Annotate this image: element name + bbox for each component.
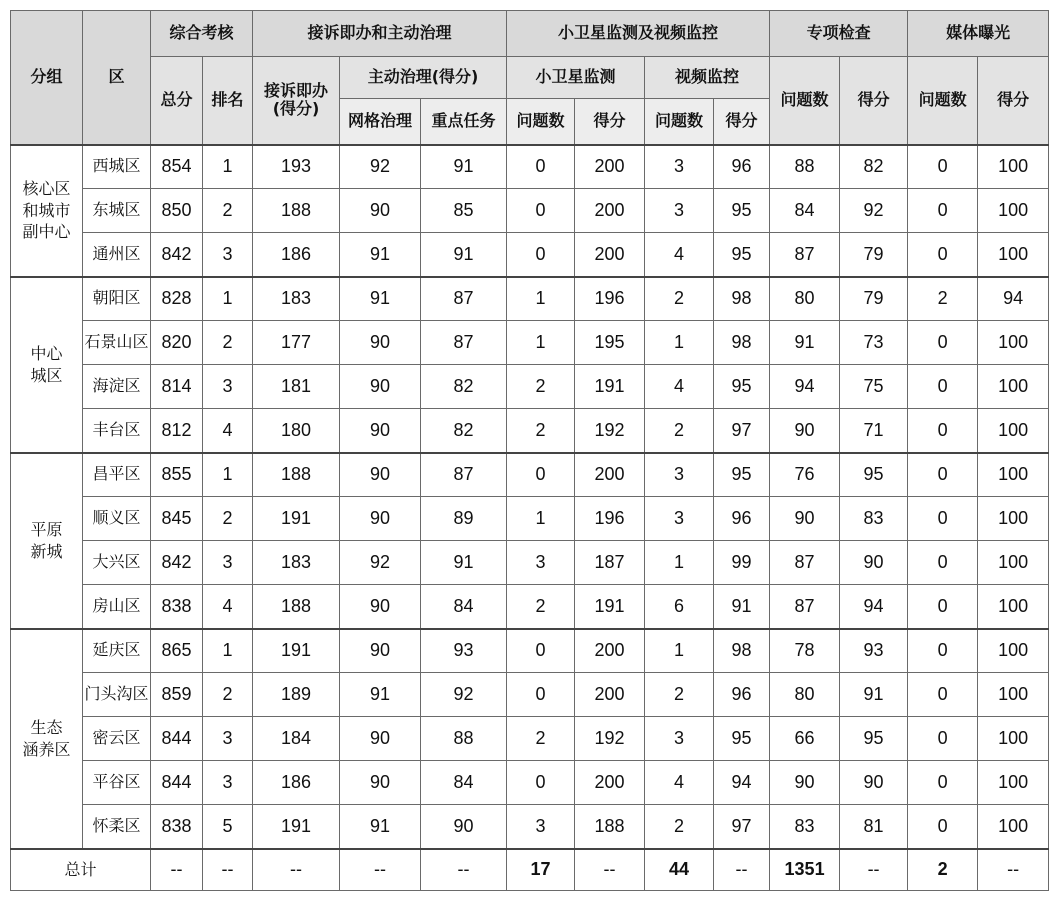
key-cell: 84 <box>421 761 507 805</box>
media-score-cell: 100 <box>978 761 1049 805</box>
district-cell: 大兴区 <box>83 541 151 585</box>
header-complaint-score-line1: 接诉即办 <box>264 80 329 100</box>
table-row <box>11 453 1049 497</box>
sat-score-cell: 192 <box>575 409 645 453</box>
header-key-tasks: 重点任务 <box>421 99 507 145</box>
district-cell: 顺义区 <box>83 497 151 541</box>
special-issues-cell: 88 <box>770 145 840 189</box>
district-cell: 海淀区 <box>83 365 151 409</box>
video-issues-cell: 1 <box>645 541 714 585</box>
special-score-cell: 94 <box>840 585 908 629</box>
sat-issues-cell: 1 <box>507 321 575 365</box>
rank-cell: 2 <box>203 673 253 717</box>
total-value-cell: -- <box>978 849 1049 891</box>
key-cell: 90 <box>421 805 507 849</box>
district-score-table <box>10 10 1049 891</box>
total-label: 总计 <box>11 849 151 891</box>
key-cell: 82 <box>421 365 507 409</box>
rank-cell: 1 <box>203 453 253 497</box>
header-satellite-issues: 问题数 <box>507 99 575 145</box>
header-video: 视频监控 <box>645 57 770 99</box>
special-issues-cell: 90 <box>770 497 840 541</box>
rank-cell: 2 <box>203 497 253 541</box>
video-issues-cell: 2 <box>645 409 714 453</box>
table-row <box>11 585 1049 629</box>
key-cell: 82 <box>421 409 507 453</box>
media-issues-cell: 0 <box>908 233 978 277</box>
video-issues-cell: 3 <box>645 189 714 233</box>
district-cell: 西城区 <box>83 145 151 189</box>
sat-score-cell: 200 <box>575 233 645 277</box>
key-cell: 87 <box>421 277 507 321</box>
grid-cell: 90 <box>340 761 421 805</box>
grid-cell: 91 <box>340 673 421 717</box>
special-score-cell: 73 <box>840 321 908 365</box>
sat-issues-cell: 1 <box>507 277 575 321</box>
grid-cell: 90 <box>340 629 421 673</box>
video-issues-cell: 2 <box>645 277 714 321</box>
complaint-cell: 188 <box>253 453 340 497</box>
sat-score-cell: 200 <box>575 673 645 717</box>
table-row <box>11 541 1049 585</box>
rank-cell: 3 <box>203 365 253 409</box>
key-cell: 91 <box>421 541 507 585</box>
sat-issues-cell: 0 <box>507 145 575 189</box>
table-row <box>11 233 1049 277</box>
header-complaint-score-line2: (得分) <box>272 99 320 119</box>
media-issues-cell: 0 <box>908 497 978 541</box>
group-name-line: 新城 <box>30 541 63 561</box>
complaint-cell: 177 <box>253 321 340 365</box>
complaint-cell: 189 <box>253 673 340 717</box>
total-cell: 844 <box>151 717 203 761</box>
special-score-cell: 81 <box>840 805 908 849</box>
media-score-cell: 100 <box>978 145 1049 189</box>
sat-score-cell: 191 <box>575 585 645 629</box>
video-score-cell: 95 <box>714 189 770 233</box>
total-value-cell: 1351 <box>770 849 840 891</box>
grid-cell: 90 <box>340 717 421 761</box>
grid-cell: 90 <box>340 321 421 365</box>
complaint-cell: 184 <box>253 717 340 761</box>
table-row <box>11 717 1049 761</box>
group-name-line: 核心区 <box>22 179 71 199</box>
table-row <box>11 365 1049 409</box>
rank-cell: 4 <box>203 585 253 629</box>
sat-score-cell: 200 <box>575 189 645 233</box>
sat-score-cell: 200 <box>575 453 645 497</box>
grid-cell: 91 <box>340 805 421 849</box>
media-score-cell: 100 <box>978 805 1049 849</box>
video-score-cell: 95 <box>714 365 770 409</box>
total-cell: 838 <box>151 805 203 849</box>
key-cell: 91 <box>421 145 507 189</box>
media-issues-cell: 0 <box>908 585 978 629</box>
special-issues-cell: 90 <box>770 761 840 805</box>
special-score-cell: 90 <box>840 541 908 585</box>
header-satellite-video: 小卫星监测及视频监控 <box>507 11 770 57</box>
group-name-line: 生态 <box>30 717 63 737</box>
video-issues-cell: 3 <box>645 145 714 189</box>
key-cell: 92 <box>421 673 507 717</box>
group-name-cell <box>11 145 83 277</box>
video-score-cell: 98 <box>714 277 770 321</box>
complaint-cell: 193 <box>253 145 340 189</box>
total-value-cell: -- <box>575 849 645 891</box>
video-issues-cell: 4 <box>645 233 714 277</box>
special-issues-cell: 80 <box>770 673 840 717</box>
district-cell: 石景山区 <box>83 321 151 365</box>
special-issues-cell: 87 <box>770 541 840 585</box>
score-table-container <box>10 10 1049 891</box>
video-issues-cell: 4 <box>645 365 714 409</box>
sat-score-cell: 195 <box>575 321 645 365</box>
district-cell: 东城区 <box>83 189 151 233</box>
header-district: 区 <box>83 11 151 145</box>
complaint-cell: 180 <box>253 409 340 453</box>
sat-issues-cell: 3 <box>507 541 575 585</box>
table-row <box>11 145 1049 189</box>
key-cell: 85 <box>421 189 507 233</box>
complaint-cell: 186 <box>253 761 340 805</box>
sat-score-cell: 187 <box>575 541 645 585</box>
district-cell: 房山区 <box>83 585 151 629</box>
group-name-cell <box>11 629 83 849</box>
table-row <box>11 497 1049 541</box>
complaint-cell: 191 <box>253 629 340 673</box>
video-score-cell: 91 <box>714 585 770 629</box>
video-score-cell: 97 <box>714 409 770 453</box>
video-score-cell: 97 <box>714 805 770 849</box>
total-cell: 855 <box>151 453 203 497</box>
special-issues-cell: 87 <box>770 233 840 277</box>
key-cell: 87 <box>421 453 507 497</box>
grid-cell: 90 <box>340 585 421 629</box>
sat-score-cell: 192 <box>575 717 645 761</box>
total-cell: 844 <box>151 761 203 805</box>
district-cell: 丰台区 <box>83 409 151 453</box>
header-video-score: 得分 <box>714 99 770 145</box>
group-name-line: 副中心 <box>22 222 71 242</box>
special-score-cell: 71 <box>840 409 908 453</box>
media-score-cell: 100 <box>978 189 1049 233</box>
sat-issues-cell: 2 <box>507 585 575 629</box>
header-comprehensive: 综合考核 <box>151 11 253 57</box>
header-special-issues: 问题数 <box>770 57 840 145</box>
special-issues-cell: 83 <box>770 805 840 849</box>
sat-issues-cell: 0 <box>507 761 575 805</box>
group-name-line: 和城市 <box>22 200 71 220</box>
total-value-cell: -- <box>840 849 908 891</box>
rank-cell: 2 <box>203 321 253 365</box>
total-value-cell: 2 <box>908 849 978 891</box>
header-grid-governance: 网格治理 <box>340 99 421 145</box>
complaint-cell: 191 <box>253 497 340 541</box>
special-score-cell: 91 <box>840 673 908 717</box>
total-cell: 842 <box>151 233 203 277</box>
header-video-issues: 问题数 <box>645 99 714 145</box>
media-score-cell: 100 <box>978 453 1049 497</box>
rank-cell: 5 <box>203 805 253 849</box>
sat-issues-cell: 2 <box>507 409 575 453</box>
special-issues-cell: 78 <box>770 629 840 673</box>
sat-issues-cell: 0 <box>507 189 575 233</box>
media-issues-cell: 0 <box>908 805 978 849</box>
total-value-cell: 44 <box>645 849 714 891</box>
video-issues-cell: 4 <box>645 761 714 805</box>
media-issues-cell: 0 <box>908 453 978 497</box>
header-media-exposure: 媒体曝光 <box>908 11 1049 57</box>
header-total-score: 总分 <box>151 57 203 145</box>
total-cell: 838 <box>151 585 203 629</box>
video-score-cell: 96 <box>714 673 770 717</box>
special-score-cell: 92 <box>840 189 908 233</box>
video-score-cell: 96 <box>714 497 770 541</box>
key-cell: 89 <box>421 497 507 541</box>
sat-issues-cell: 1 <box>507 497 575 541</box>
grid-cell: 90 <box>340 189 421 233</box>
sat-score-cell: 191 <box>575 365 645 409</box>
media-issues-cell: 0 <box>908 365 978 409</box>
header-satellite: 小卫星监测 <box>507 57 645 99</box>
media-issues-cell: 0 <box>908 541 978 585</box>
special-issues-cell: 80 <box>770 277 840 321</box>
total-cell: 859 <box>151 673 203 717</box>
special-issues-cell: 87 <box>770 585 840 629</box>
sat-score-cell: 200 <box>575 629 645 673</box>
video-issues-cell: 6 <box>645 585 714 629</box>
table-row <box>11 761 1049 805</box>
district-cell: 昌平区 <box>83 453 151 497</box>
header-satellite-score: 得分 <box>575 99 645 145</box>
complaint-cell: 188 <box>253 189 340 233</box>
video-issues-cell: 2 <box>645 805 714 849</box>
media-issues-cell: 0 <box>908 629 978 673</box>
video-score-cell: 99 <box>714 541 770 585</box>
complaint-cell: 191 <box>253 805 340 849</box>
special-score-cell: 82 <box>840 145 908 189</box>
sat-issues-cell: 2 <box>507 365 575 409</box>
complaint-cell: 186 <box>253 233 340 277</box>
rank-cell: 4 <box>203 409 253 453</box>
media-issues-cell: 0 <box>908 145 978 189</box>
special-score-cell: 79 <box>840 277 908 321</box>
media-issues-cell: 0 <box>908 189 978 233</box>
video-score-cell: 96 <box>714 145 770 189</box>
table-row <box>11 189 1049 233</box>
media-score-cell: 100 <box>978 321 1049 365</box>
media-issues-cell: 0 <box>908 717 978 761</box>
sat-issues-cell: 0 <box>507 233 575 277</box>
grid-cell: 90 <box>340 409 421 453</box>
total-value-cell: 17 <box>507 849 575 891</box>
table-row <box>11 629 1049 673</box>
special-score-cell: 79 <box>840 233 908 277</box>
key-cell: 93 <box>421 629 507 673</box>
header-special-inspection: 专项检查 <box>770 11 908 57</box>
key-cell: 84 <box>421 585 507 629</box>
rank-cell: 3 <box>203 541 253 585</box>
table-row <box>11 321 1049 365</box>
grid-cell: 92 <box>340 145 421 189</box>
district-cell: 通州区 <box>83 233 151 277</box>
total-value-cell: -- <box>421 849 507 891</box>
media-issues-cell: 0 <box>908 673 978 717</box>
total-cell: 812 <box>151 409 203 453</box>
header-complaint-score <box>253 57 340 145</box>
complaint-cell: 183 <box>253 541 340 585</box>
total-cell: 828 <box>151 277 203 321</box>
media-issues-cell: 0 <box>908 761 978 805</box>
group-name-line: 中心 <box>30 343 63 363</box>
special-score-cell: 95 <box>840 717 908 761</box>
header-complaint-governance: 接诉即办和主动治理 <box>253 11 507 57</box>
video-score-cell: 98 <box>714 321 770 365</box>
special-score-cell: 93 <box>840 629 908 673</box>
special-issues-cell: 94 <box>770 365 840 409</box>
video-issues-cell: 1 <box>645 321 714 365</box>
special-issues-cell: 91 <box>770 321 840 365</box>
total-value-cell: -- <box>714 849 770 891</box>
grid-cell: 91 <box>340 233 421 277</box>
sat-score-cell: 200 <box>575 761 645 805</box>
rank-cell: 3 <box>203 233 253 277</box>
table-row <box>11 673 1049 717</box>
special-score-cell: 95 <box>840 453 908 497</box>
special-score-cell: 83 <box>840 497 908 541</box>
sat-issues-cell: 0 <box>507 673 575 717</box>
video-score-cell: 95 <box>714 453 770 497</box>
district-cell: 门头沟区 <box>83 673 151 717</box>
media-score-cell: 94 <box>978 277 1049 321</box>
district-cell: 延庆区 <box>83 629 151 673</box>
media-issues-cell: 2 <box>908 277 978 321</box>
video-issues-cell: 3 <box>645 497 714 541</box>
total-cell: 850 <box>151 189 203 233</box>
total-cell: 814 <box>151 365 203 409</box>
sat-issues-cell: 2 <box>507 717 575 761</box>
total-row <box>11 849 1049 891</box>
rank-cell: 1 <box>203 629 253 673</box>
video-issues-cell: 1 <box>645 629 714 673</box>
video-issues-cell: 3 <box>645 453 714 497</box>
media-issues-cell: 0 <box>908 321 978 365</box>
media-score-cell: 100 <box>978 629 1049 673</box>
table-row <box>11 409 1049 453</box>
rank-cell: 1 <box>203 277 253 321</box>
grid-cell: 90 <box>340 365 421 409</box>
group-name-line: 涵养区 <box>22 739 71 759</box>
rank-cell: 2 <box>203 189 253 233</box>
video-score-cell: 98 <box>714 629 770 673</box>
media-score-cell: 100 <box>978 585 1049 629</box>
table-row <box>11 277 1049 321</box>
total-cell: 845 <box>151 497 203 541</box>
group-name-line: 城区 <box>30 365 63 385</box>
header-group: 分组 <box>11 11 83 145</box>
sat-score-cell: 200 <box>575 145 645 189</box>
district-cell: 平谷区 <box>83 761 151 805</box>
grid-cell: 90 <box>340 453 421 497</box>
grid-cell: 91 <box>340 277 421 321</box>
total-value-cell: -- <box>253 849 340 891</box>
group-name-line: 平原 <box>30 519 63 539</box>
total-value-cell: -- <box>151 849 203 891</box>
rank-cell: 3 <box>203 761 253 805</box>
media-score-cell: 100 <box>978 365 1049 409</box>
special-issues-cell: 76 <box>770 453 840 497</box>
media-score-cell: 100 <box>978 717 1049 761</box>
sat-issues-cell: 0 <box>507 629 575 673</box>
total-cell: 854 <box>151 145 203 189</box>
media-score-cell: 100 <box>978 409 1049 453</box>
media-score-cell: 100 <box>978 497 1049 541</box>
video-score-cell: 94 <box>714 761 770 805</box>
rank-cell: 3 <box>203 717 253 761</box>
video-score-cell: 95 <box>714 717 770 761</box>
video-issues-cell: 2 <box>645 673 714 717</box>
complaint-cell: 188 <box>253 585 340 629</box>
total-value-cell: -- <box>203 849 253 891</box>
key-cell: 91 <box>421 233 507 277</box>
sat-issues-cell: 3 <box>507 805 575 849</box>
complaint-cell: 181 <box>253 365 340 409</box>
total-cell: 820 <box>151 321 203 365</box>
group-name-cell <box>11 453 83 629</box>
sat-score-cell: 188 <box>575 805 645 849</box>
header-media-score: 得分 <box>978 57 1049 145</box>
special-score-cell: 90 <box>840 761 908 805</box>
grid-cell: 90 <box>340 497 421 541</box>
district-cell: 朝阳区 <box>83 277 151 321</box>
media-score-cell: 100 <box>978 541 1049 585</box>
media-issues-cell: 0 <box>908 409 978 453</box>
table-body <box>11 145 1049 891</box>
total-cell: 842 <box>151 541 203 585</box>
header-active-governance: 主动治理(得分) <box>340 57 507 99</box>
total-cell: 865 <box>151 629 203 673</box>
sat-score-cell: 196 <box>575 277 645 321</box>
table-header <box>11 11 1049 145</box>
header-rank: 排名 <box>203 57 253 145</box>
rank-cell: 1 <box>203 145 253 189</box>
sat-issues-cell: 0 <box>507 453 575 497</box>
header-media-issues: 问题数 <box>908 57 978 145</box>
grid-cell: 92 <box>340 541 421 585</box>
special-score-cell: 75 <box>840 365 908 409</box>
video-issues-cell: 3 <box>645 717 714 761</box>
district-cell: 怀柔区 <box>83 805 151 849</box>
key-cell: 88 <box>421 717 507 761</box>
special-issues-cell: 90 <box>770 409 840 453</box>
total-value-cell: -- <box>340 849 421 891</box>
media-score-cell: 100 <box>978 233 1049 277</box>
table-row <box>11 805 1049 849</box>
special-issues-cell: 66 <box>770 717 840 761</box>
group-name-cell <box>11 277 83 453</box>
video-score-cell: 95 <box>714 233 770 277</box>
district-cell: 密云区 <box>83 717 151 761</box>
media-score-cell: 100 <box>978 673 1049 717</box>
key-cell: 87 <box>421 321 507 365</box>
special-issues-cell: 84 <box>770 189 840 233</box>
complaint-cell: 183 <box>253 277 340 321</box>
header-special-score: 得分 <box>840 57 908 145</box>
sat-score-cell: 196 <box>575 497 645 541</box>
